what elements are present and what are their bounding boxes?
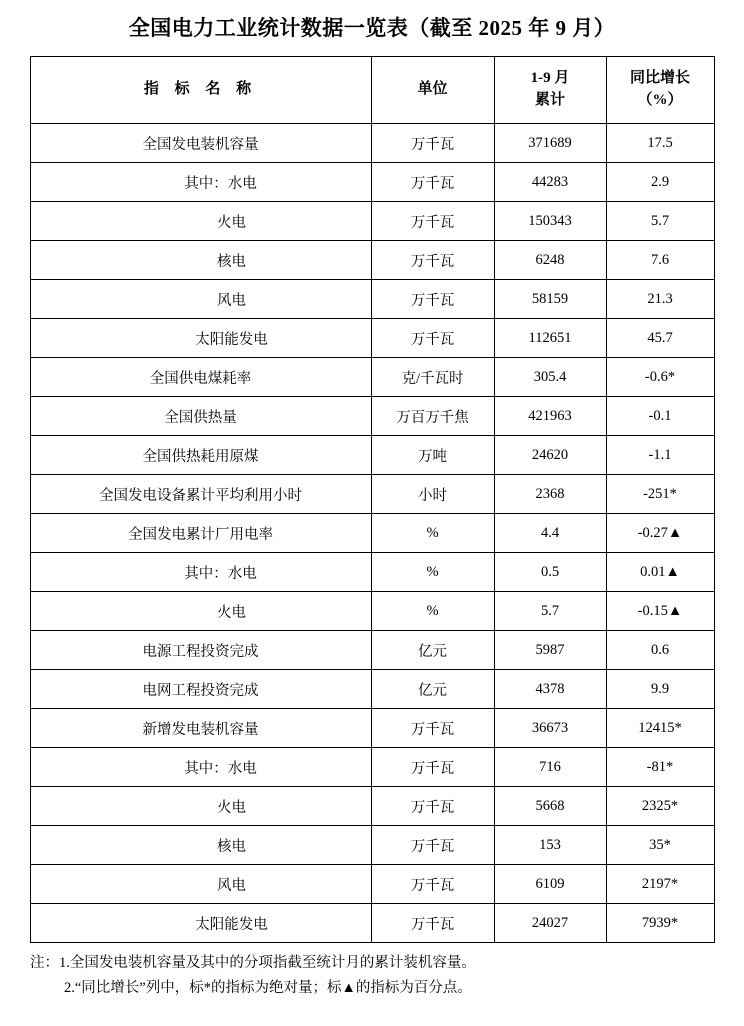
cell-cumulative: 58159 — [494, 280, 606, 319]
cell-cumulative: 44283 — [494, 163, 606, 202]
cell-cumulative: 5668 — [494, 787, 606, 826]
statistics-table — [30, 56, 715, 943]
cell-indicator-name: 核电 — [30, 826, 371, 865]
column-header-yoy-line2: （%） — [637, 92, 683, 108]
cell-yoy: 9.9 — [606, 670, 714, 709]
table-row — [30, 865, 714, 904]
table-row — [30, 358, 714, 397]
cell-unit: 万千瓦 — [371, 748, 494, 787]
notes-label: 注： — [30, 955, 59, 971]
note-item-2: 2.“同比增长”列中，标*的指标为绝对量；标▲的指标为百分点。 — [64, 980, 472, 997]
cell-cumulative: 4.4 — [494, 514, 606, 553]
cell-yoy: 17.5 — [606, 124, 714, 163]
cell-unit: 万千瓦 — [371, 202, 494, 241]
cell-unit: 亿元 — [371, 670, 494, 709]
table-row — [30, 319, 714, 358]
document-page — [0, 12, 744, 1026]
cell-yoy: -0.15▲ — [606, 592, 714, 631]
cell-indicator-name: 火电 — [30, 787, 371, 826]
cell-indicator-name: 风电 — [30, 280, 371, 319]
cell-cumulative: 150343 — [494, 202, 606, 241]
cell-cumulative: 716 — [494, 748, 606, 787]
cell-unit: % — [371, 592, 494, 631]
cell-cumulative: 24620 — [494, 436, 606, 475]
column-header-indicator-name: 指 标 名 称 — [30, 57, 371, 124]
cell-cumulative: 6248 — [494, 241, 606, 280]
cell-indicator-name: 火电 — [30, 592, 371, 631]
table-row — [30, 826, 714, 865]
table-row — [30, 436, 714, 475]
cell-indicator-name: 其中：水电 — [30, 163, 371, 202]
table-row — [30, 787, 714, 826]
table-row — [30, 748, 714, 787]
table-header — [30, 57, 714, 124]
cell-unit: 亿元 — [371, 631, 494, 670]
cell-cumulative: 4378 — [494, 670, 606, 709]
table-body — [30, 124, 714, 943]
table-header-row — [30, 57, 714, 124]
cell-unit: 万千瓦 — [371, 904, 494, 943]
column-header-yoy-line1: 同比增长 — [629, 70, 690, 87]
cell-indicator-name: 风电 — [30, 865, 371, 904]
cell-indicator-name: 全国供热量 — [30, 397, 371, 436]
note-line-2 — [30, 976, 714, 1001]
cell-unit: 万百万千焦 — [371, 397, 494, 436]
table-row — [30, 709, 714, 748]
cell-indicator-name: 全国发电累计厂用电率 — [30, 514, 371, 553]
table-row — [30, 163, 714, 202]
table-row — [30, 124, 714, 163]
cell-indicator-name: 全国供热耗用原煤 — [30, 436, 371, 475]
cell-unit: 万千瓦 — [371, 163, 494, 202]
cell-yoy: -0.6* — [606, 358, 714, 397]
cell-cumulative: 371689 — [494, 124, 606, 163]
cell-yoy: 2197* — [606, 865, 714, 904]
cell-yoy: 21.3 — [606, 280, 714, 319]
table-row — [30, 397, 714, 436]
cell-yoy: -0.1 — [606, 397, 714, 436]
cell-unit: 万千瓦 — [371, 319, 494, 358]
table-row — [30, 670, 714, 709]
cell-cumulative: 153 — [494, 826, 606, 865]
cell-yoy: -81* — [606, 748, 714, 787]
column-header-cumulative-line1: 1-9 月 — [530, 70, 570, 87]
cell-yoy: 5.7 — [606, 202, 714, 241]
table-row — [30, 631, 714, 670]
cell-cumulative: 112651 — [494, 319, 606, 358]
cell-yoy: 12415* — [606, 709, 714, 748]
cell-yoy: 0.6 — [606, 631, 714, 670]
cell-yoy: 7.6 — [606, 241, 714, 280]
cell-yoy: 2325* — [606, 787, 714, 826]
cell-indicator-name: 全国发电设备累计平均利用小时 — [30, 475, 371, 514]
table-row — [30, 904, 714, 943]
cell-unit: 万千瓦 — [371, 124, 494, 163]
column-header-cumulative — [494, 57, 606, 124]
cell-yoy: 45.7 — [606, 319, 714, 358]
column-header-cumulative-line2: 累计 — [534, 92, 565, 108]
cell-unit: 小时 — [371, 475, 494, 514]
note-line-1 — [30, 951, 714, 976]
cell-unit: 万千瓦 — [371, 826, 494, 865]
cell-indicator-name: 火电 — [30, 202, 371, 241]
table-row — [30, 592, 714, 631]
cell-indicator-name: 其中：水电 — [30, 748, 371, 787]
cell-yoy: -1.1 — [606, 436, 714, 475]
table-row — [30, 280, 714, 319]
cell-cumulative: 421963 — [494, 397, 606, 436]
page-title: 全国电力工业统计数据一览表（截至 2025 年 9 月） — [128, 16, 616, 40]
cell-indicator-name: 核电 — [30, 241, 371, 280]
cell-cumulative: 24027 — [494, 904, 606, 943]
cell-cumulative: 0.5 — [494, 553, 606, 592]
cell-indicator-name: 全国发电装机容量 — [30, 124, 371, 163]
cell-unit: 克/千瓦时 — [371, 358, 494, 397]
cell-indicator-name: 全国供电煤耗率 — [30, 358, 371, 397]
cell-indicator-name: 电网工程投资完成 — [30, 670, 371, 709]
cell-cumulative: 6109 — [494, 865, 606, 904]
cell-unit: 万千瓦 — [371, 787, 494, 826]
cell-cumulative: 2368 — [494, 475, 606, 514]
cell-unit: % — [371, 553, 494, 592]
column-header-unit: 单位 — [371, 57, 494, 124]
cell-indicator-name: 电源工程投资完成 — [30, 631, 371, 670]
cell-cumulative: 5.7 — [494, 592, 606, 631]
cell-unit: 万吨 — [371, 436, 494, 475]
cell-cumulative: 5987 — [494, 631, 606, 670]
table-row — [30, 241, 714, 280]
note-item-1: 1.全国发电装机容量及其中的分项指截至统计月的累计装机容量。 — [59, 955, 476, 971]
table-row — [30, 202, 714, 241]
cell-yoy: 2.9 — [606, 163, 714, 202]
cell-cumulative: 305.4 — [494, 358, 606, 397]
cell-indicator-name: 其中：水电 — [30, 553, 371, 592]
cell-unit: 万千瓦 — [371, 241, 494, 280]
cell-unit: 万千瓦 — [371, 709, 494, 748]
table-row — [30, 475, 714, 514]
cell-indicator-name: 新增发电装机容量 — [30, 709, 371, 748]
cell-unit: 万千瓦 — [371, 280, 494, 319]
cell-yoy: -0.27▲ — [606, 514, 714, 553]
cell-yoy: 0.01▲ — [606, 553, 714, 592]
cell-indicator-name: 太阳能发电 — [30, 319, 371, 358]
column-header-yoy — [606, 57, 714, 124]
cell-yoy: -251* — [606, 475, 714, 514]
cell-unit: 万千瓦 — [371, 865, 494, 904]
table-row — [30, 514, 714, 553]
table-row — [30, 553, 714, 592]
table-notes — [30, 951, 714, 1002]
cell-yoy: 35* — [606, 826, 714, 865]
cell-unit: % — [371, 514, 494, 553]
cell-yoy: 7939* — [606, 904, 714, 943]
cell-indicator-name: 太阳能发电 — [30, 904, 371, 943]
cell-cumulative: 36673 — [494, 709, 606, 748]
